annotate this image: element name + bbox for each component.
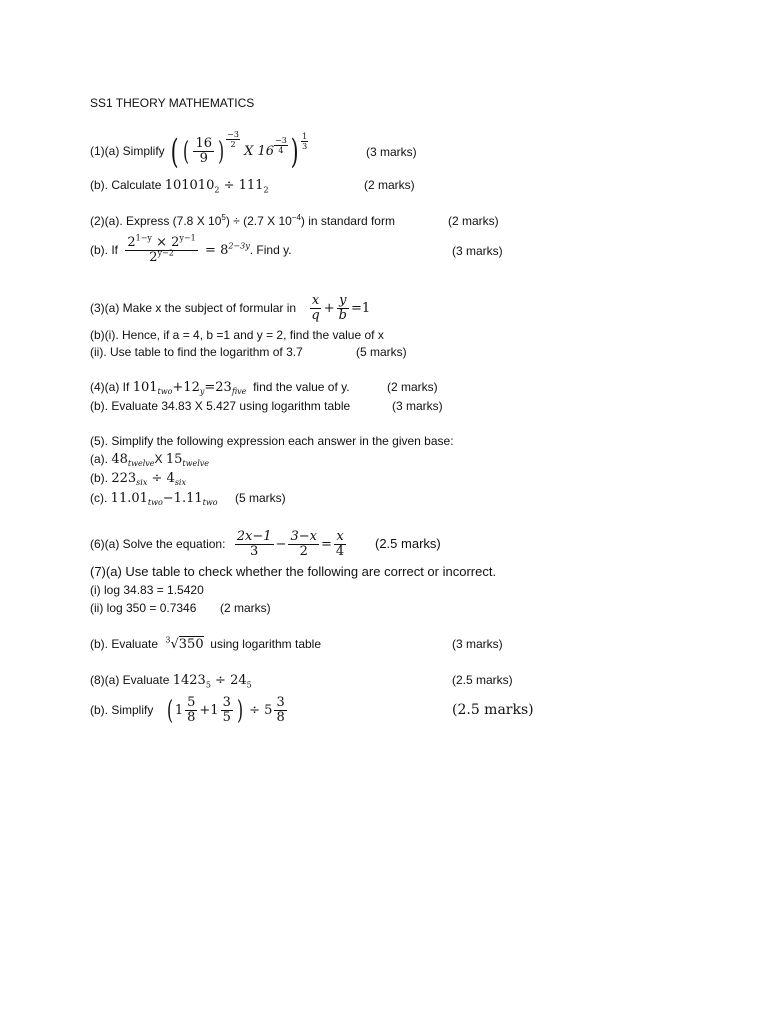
q7a-line: (7)(a) Use table to check whether the following are correct or incorrect. xyxy=(90,564,497,579)
q2a-marks: (2 marks) xyxy=(448,214,499,228)
q4b-marks: (3 marks) xyxy=(392,399,443,413)
q7b-marks: (3 marks) xyxy=(452,637,503,651)
q1a-expression: ( ( $\frac{16}{9}$ ) $\frac{-3}{2}$ X 16 $\frac{-3}{4}$ ) $\frac{1}{3}$ xyxy=(170,130,308,172)
q5c-line: (c). $11.01_{two}-1.11_{two}$ xyxy=(90,491,218,507)
page-title: SS1 THEORY MATHEMATICS xyxy=(90,96,255,110)
q5b-line: (b). $223_{six} \div 4_{six}$ xyxy=(90,471,187,487)
q6-line: (6)(a) Solve the equation: $\frac{2x-1}{3}$ − $\frac{3-x}{2}$ = $\frac{x}{4}$ xyxy=(90,529,345,559)
q1b-marks: (2 marks) xyxy=(364,178,415,192)
q1a-line xyxy=(90,130,308,172)
q8a-marks: (2.5 marks) xyxy=(452,673,513,687)
q1a-marks: (3 marks) xyxy=(366,145,417,159)
q7i-line: (i) log 34.83 = 1.5420 xyxy=(90,583,204,597)
q5a-line: (a). $48_{twelve}X$ $15_{twelve}$ xyxy=(90,452,210,468)
q3a-line: (3)(a) Make x the subject of formular in $\frac{x}{q}$ + $\frac{y}{b}$ =1 xyxy=(90,293,371,323)
q8a-line: (8)(a) Evaluate $1423_5 \div 24_5$ xyxy=(90,673,252,690)
q8b-marks: (2.5 marks) xyxy=(452,702,534,718)
q8b-line: (b). Simplify ( 1 $\frac{5}{8}$ +1 $\frac{3}{5}$ ) ÷ 5 $\frac{3}{8}$ xyxy=(90,695,285,726)
q1b-expression: $101010_2 \div 111_2$ xyxy=(164,178,269,195)
q2b-marks: (3 marks) xyxy=(452,244,503,258)
q7b-line: (b). Evaluate $^3$√350 using logarithm table xyxy=(90,635,322,652)
q1b-prefix: (b). Calculate xyxy=(90,178,162,192)
q5-marks: (5 marks) xyxy=(235,491,286,505)
q7ii-marks: (2 marks) xyxy=(220,601,271,615)
q4a-marks: (2 marks) xyxy=(387,380,438,394)
q4a-line: (4)(a) If $101_{two}+12_y=23_{five}$ find the value of y. xyxy=(90,380,350,396)
q4b-line: (b). Evaluate 34.83 X 5.427 using logarithm table xyxy=(90,399,351,413)
q3-marks: (5 marks) xyxy=(356,345,407,359)
q6-marks: (2.5 marks) xyxy=(375,536,441,551)
q5-intro: (5). Simplify the following expression each answer in the given base: xyxy=(90,434,454,448)
q2b-line: (b). If $\frac{2^{1-y} \times 2^{y-1}}{2^{y-2}}$ = $8^{2-3y}$. Find y. xyxy=(90,234,292,266)
q2a-line: (2)(a). Express (7.8 X $10^5) \div (2.7$ X $10^{-4}$) in standard form xyxy=(90,213,395,228)
q3bii-line: (ii). Use table to find the logarithm of 3.7 xyxy=(90,345,303,359)
q3bi-line: (b)(i). Hence, if a = 4, b =1 and y = 2, find the value of x xyxy=(90,328,384,342)
q1b-line xyxy=(90,178,269,193)
q1a-prefix: (1)(a) Simplify xyxy=(90,144,165,158)
q7ii-line: (ii) log 350 = 0.7346 xyxy=(90,601,197,615)
